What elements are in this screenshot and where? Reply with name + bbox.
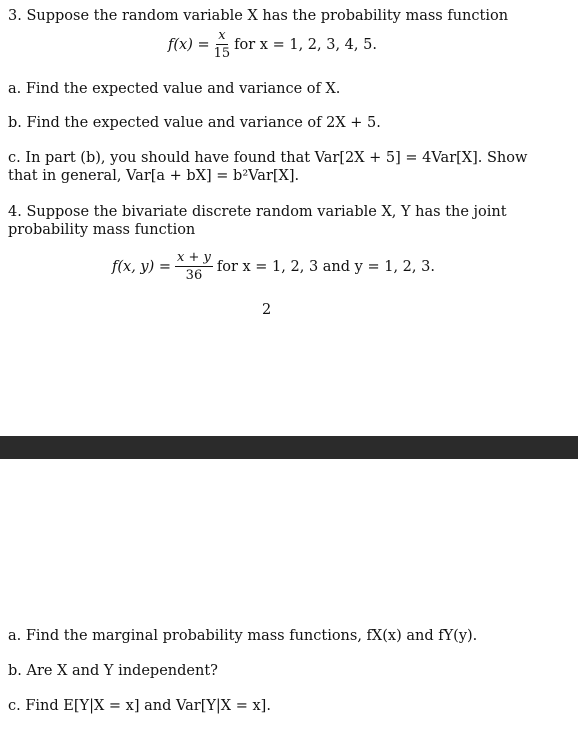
q4b-text: b. Are X and Y independent? <box>8 663 218 679</box>
q4-formula-lhs: f(x, y) = <box>112 258 172 275</box>
q4a-text: a. Find the marginal probability mass functions, fX(x) and fY(y). <box>8 628 478 644</box>
page-number: 2 <box>262 302 272 318</box>
q3-formula <box>168 28 377 61</box>
q3-fraction-numerator: x <box>218 28 226 43</box>
q4-formula <box>112 250 435 283</box>
q3c-text: c. In part (b), you should have found that Var[2X + 5] = 4Var[X]. Show that in general, Var[a + bX] = b²Var[X]. <box>8 150 528 184</box>
page-divider <box>0 436 578 459</box>
q4-fraction-denominator: 36 <box>185 268 203 283</box>
q3-formula-lhs: f(x) = <box>168 36 210 53</box>
q4-fraction <box>175 250 213 283</box>
q4-formula-rhs: for x = 1, 2, 3 and y = 1, 2, 3. <box>216 258 435 275</box>
q3b-text: b. Find the expected value and variance of 2X + 5. <box>8 115 381 131</box>
q4c-text: c. Find E[Y|X = x] and Var[Y|X = x]. <box>8 698 271 714</box>
q4-intro: 4. Suppose the bivariate discrete random variable X, Y has the joint probability mass function <box>8 204 507 238</box>
q4-fraction-numerator: x + y <box>177 250 211 265</box>
q3-fraction-denominator: 15 <box>213 46 231 61</box>
q3-formula-rhs: for x = 1, 2, 3, 4, 5. <box>234 36 377 53</box>
q3-intro: 3. Suppose the random variable X has the probability mass function <box>8 8 509 24</box>
q3a-text: a. Find the expected value and variance of X. <box>8 81 341 97</box>
q3-fraction <box>214 28 231 61</box>
